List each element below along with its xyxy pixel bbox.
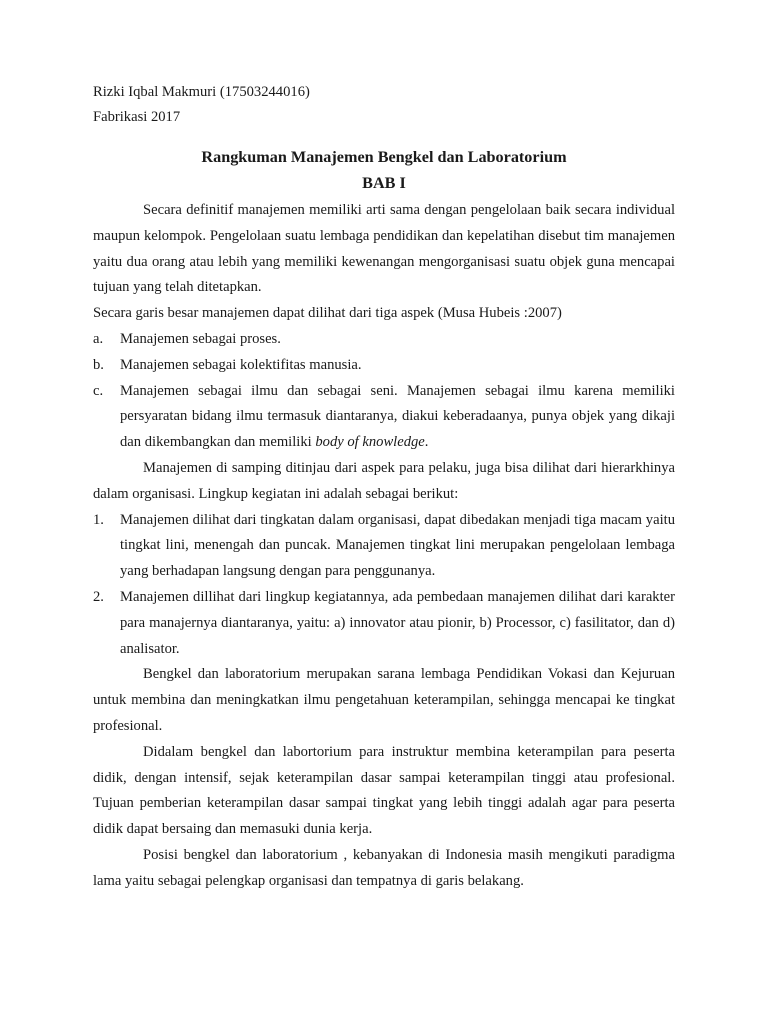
paragraph-instructors: Didalam bengkel dan labortorium para instruktur membina keterampilan para peserta didik, dengan intensif, sejak keterampilan dasar sampai keterampilan tinggi atau profesional. Tujuan pemberian keterampilan dasar sampai tingkat yang lebih tinggi adalah agar para peserta didik dapat bersaing dan memasuki dunia kerja. <box>93 743 675 838</box>
list-item-text: Manajemen sebagai kolektifitas manusia. <box>120 356 362 373</box>
list-item-text: Manajemen sebagai ilmu dan sebagai seni. Manajemen sebagai ilmu karena memiliki persyaratan bidang ilmu termasuk diantaranya, diakui keberadaanya, punya objek yang dikaji dan dikembangkan dan memiliki <box>120 382 675 451</box>
list-item-italic-term: body of knowledge <box>315 434 425 451</box>
list-item-text: Manajemen dillihat dari lingkup kegiatannya, ada pembedaan manajemen dilihat dari karakter para manajernya diantaranya, yaitu: a) innovator atau pionir, b) Processor, c) fasilitator, dan d) analisator. <box>120 588 675 657</box>
list-marker: 1. <box>93 511 104 528</box>
class-line: Fabrikasi 2017 <box>93 109 181 125</box>
document-page <box>93 80 675 895</box>
list-item <box>93 327 675 353</box>
list-item <box>93 508 675 585</box>
paragraph-hierarchy: Manajemen di samping ditinjau dari aspek para pelaku, juga bisa dilihat dari hierarkhinya dalam organisasi. Lingkup kegiatan ini adalah sebagai berikut: <box>93 459 675 502</box>
list-item-tail: . <box>424 434 429 451</box>
list-marker: c. <box>93 382 104 399</box>
paragraph-definition: Secara definitif manajemen memiliki arti sama dengan pengelolaan baik secara individual maupun kelompok. Pengelolaan suatu lembaga pendidikan dan kepelatihan disebut tim manajemen yaitu dua orang atau lebih yang memiliki kewenangan mengorganisasi suatu objek guna mencapai tujuan yang telah ditetapkan. <box>93 202 675 296</box>
levels-list <box>93 508 675 663</box>
paragraph-workshop-lab: Bengkel dan laboratorium merupakan sarana lembaga Pendidikan Vokasi dan Kejuruan untuk membina dan meningkatkan ilmu pengetahuan keterampilan, sehingga mencapai ke tingkat profesional. <box>93 666 675 734</box>
paragraph-aspects-intro: Secara garis besar manajemen dapat dilihat dari tiga aspek (Musa Hubeis :2007) <box>93 305 562 322</box>
paragraph-position: Posisi bengkel dan laboratorium , kebanyakan di Indonesia masih mengikuti paradigma lama yaitu sebagai pelengkap organisasi dan tempatnya di garis belakang. <box>93 846 675 889</box>
list-item-text: Manajemen dilihat dari tingkatan dalam organisasi, dapat dibedakan menjadi tiga macam yaitu tingkat lini, menengah dan puncak. Manajemen tingkat lini merupakan pengelolaan lembaga yang berhadapan langsung dengan para penggunanya. <box>120 511 675 580</box>
aspects-list <box>93 327 675 456</box>
list-item <box>93 353 675 379</box>
document-title: Rangkuman Manajemen Bengkel dan Laboratorium <box>201 148 567 166</box>
chapter-heading: BAB I <box>362 174 406 192</box>
list-item <box>93 379 675 456</box>
list-marker: b. <box>93 356 104 373</box>
author-line: Rizki Iqbal Makmuri (17503244016) <box>93 84 310 100</box>
list-marker: 2. <box>93 588 104 605</box>
list-item-text: Manajemen sebagai proses. <box>120 330 281 347</box>
list-item <box>93 585 675 662</box>
list-marker: a. <box>93 330 104 347</box>
